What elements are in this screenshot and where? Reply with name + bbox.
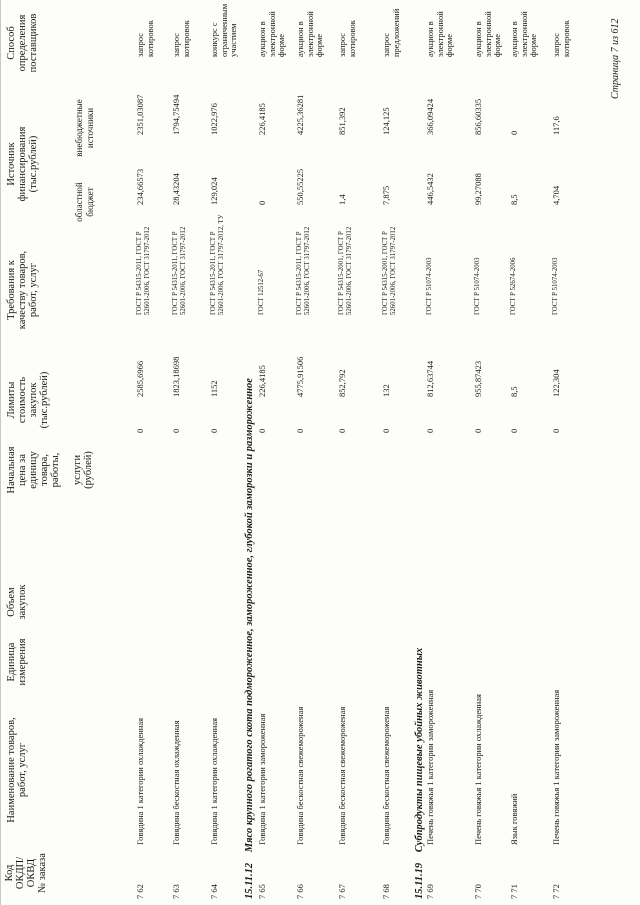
row-limit: 122,304 (551, 369, 561, 397)
row-regional: 550,55225 (295, 168, 305, 205)
row-num: 7 70 (473, 884, 483, 899)
header-requirements: Требования к качеству товаров, работ, услуг (6, 250, 39, 330)
row-limit: 8,5 (509, 386, 519, 397)
row-req: ГОСТ Р 54315-2011, ГОСТ Р 52601-2006, ГОСТ 31797-2012 (136, 226, 151, 315)
row-regional: 28,43204 (171, 173, 181, 205)
row-regional: 446,5432 (425, 173, 435, 205)
row-extra: 226,4185 (257, 103, 267, 135)
row-price: 0 (257, 428, 267, 433)
row-limit: 1152 (209, 380, 219, 397)
row-method: запрос котировок (171, 20, 191, 57)
row-extra: 856,60335 (473, 98, 483, 135)
row-regional: 4,704 (551, 185, 561, 205)
row-method: аукцион в электронной форме (425, 11, 454, 57)
row-method: запрос котировок (337, 20, 357, 57)
row-limit: 2585,6966 (135, 360, 145, 397)
row-limit: 955,87423 (473, 360, 483, 397)
row-name: Говядина бескостная свежемороженая (295, 706, 305, 845)
row-num: 7 64 (209, 884, 219, 899)
row-req: ГОСТ Р 52674-2006 (510, 257, 517, 315)
row-name: Язык говяжий (509, 793, 519, 845)
header-extra: внебюджетные источники (74, 99, 95, 157)
page-number: Страница 7 из 612 (610, 18, 621, 99)
row-req: ГОСТ Р 54315-2001, ГОСТ Р 52601-2006, ГОСТ 31797-2012 (382, 226, 397, 315)
row-name: Говядина 1 категории охлажденная (209, 717, 219, 845)
header-volume: Объем закупок (6, 584, 28, 620)
row-price: 0 (295, 428, 305, 433)
row-num: 7 66 (295, 884, 305, 899)
row-limit: 852,792 (337, 369, 347, 397)
row-regional: 129,024 (209, 177, 219, 205)
row-method: аукцион в электронной форме (509, 11, 538, 57)
row-extra: 851,392 (337, 107, 347, 135)
row-name: Печень говяжья 1 категории охлажденная (473, 694, 483, 845)
section-code: 15.11.12 (244, 862, 255, 899)
header-name: Наименование товаров, работ, услуг (6, 717, 28, 823)
row-method: запрос котировок (551, 20, 571, 57)
row-limit: 4775,91506 (295, 356, 305, 397)
row-num: 7 69 (425, 884, 435, 899)
row-method: аукцион в электронной форме (295, 11, 324, 57)
row-price: 0 (473, 428, 483, 433)
row-req: ГОСТ Р 54315-2011, ГОСТ Р 52601-2006, ГОСТ 31797-2012, ТУ (210, 214, 225, 315)
row-name: Печень говяжья 1 категории замороженная (425, 689, 435, 845)
row-method: запрос предложений (381, 8, 401, 57)
row-price: 0 (551, 428, 561, 433)
header-unit: Единица измерения (6, 638, 28, 686)
row-limit: 226,4185 (257, 365, 267, 397)
row-regional: 99,27088 (473, 173, 483, 205)
row-regional: 234,66573 (135, 168, 145, 205)
header-limit: Лимиты стоимость закупок (тыс.рублей) (6, 371, 50, 429)
row-extra: 1794,75494 (171, 94, 181, 135)
section-title: Субпродукты пищевые убойных животных (414, 647, 425, 853)
row-req: ГОСТ Р 51074-2003 (426, 257, 433, 315)
row-regional: 8,5 (509, 194, 519, 205)
row-regional: 7,875 (381, 185, 391, 205)
section-title: Мясо крупного рогатого скота подмороженное, замороженное, глубокой заморозки и размороженное (244, 378, 255, 853)
row-req: ГОСТ Р 51074-2003 (474, 257, 481, 315)
row-num: 7 63 (171, 884, 181, 899)
row-extra: 366,09424 (425, 98, 435, 135)
row-extra: 0 (509, 130, 519, 135)
row-name: Говядина бескостная свежемороженая (381, 706, 391, 845)
row-req: ГОСТ Р 54315-2011, ГОСТ Р 52601-2006, ГОСТ 31797-2012 (172, 226, 187, 315)
row-extra: 2351,03087 (135, 94, 145, 135)
row-extra: 4225,36281 (295, 94, 305, 135)
row-name: Печень говяжья 1 категории замороженная (551, 689, 561, 845)
row-limit: 812,63744 (425, 360, 435, 397)
row-price: 0 (425, 428, 435, 433)
row-num: 7 65 (257, 884, 267, 899)
header-rule (0, 0, 1, 905)
row-method: аукцион в электронной форме (257, 11, 286, 57)
header-funding: Источник финансирования (тыс.рублей) (6, 126, 39, 202)
row-price: 0 (209, 428, 219, 433)
row-name: Говядина бескостная свежемороженая (337, 706, 347, 845)
section-1512 (244, 378, 255, 899)
row-limit: 1823,18698 (171, 356, 181, 397)
header-price: Начальная цена за единицу товара, работы, услуги (рублей) (6, 446, 94, 494)
row-name: Говядина бескостная охлажденная (171, 720, 181, 845)
row-price: 0 (509, 428, 519, 433)
header-regional: областной бюджет (74, 182, 95, 222)
row-price: 0 (337, 428, 347, 433)
row-name: Говядина 1 категории охлажденная (135, 717, 145, 845)
row-req: ГОСТ Р 51074-2003 (552, 257, 559, 315)
section-code: 15.11.19 (414, 862, 425, 899)
row-num: 7 62 (135, 884, 145, 899)
row-method: запрос котировок (135, 20, 155, 57)
row-name: Говядина 1 категории замороженная (257, 713, 267, 845)
row-price: 0 (135, 428, 145, 433)
row-num: 7 72 (551, 884, 561, 899)
row-num: 7 67 (337, 884, 347, 899)
row-method: конкурс с ограниченным участием (209, 3, 238, 57)
row-req: ГОСТ 12512-67 (258, 269, 265, 315)
row-limit: 132 (381, 384, 391, 397)
row-num: 7 68 (381, 884, 391, 899)
row-regional: 0 (257, 200, 267, 205)
row-regional: 1,4 (337, 194, 347, 205)
row-req: ГОСТ Р 54315-2011, ГОСТ Р 52601-2006, ГОСТ 31797-2012 (296, 226, 311, 315)
row-price: 0 (171, 428, 181, 433)
section-1519 (414, 648, 425, 899)
row-price: 0 (381, 428, 391, 433)
row-extra: 124,125 (381, 107, 391, 135)
row-num: 7 71 (509, 884, 519, 899)
row-method: аукцион в электронной форме (473, 11, 502, 57)
row-extra: 117,6 (551, 116, 561, 135)
header-method: Способ определения поставщиков (6, 13, 39, 73)
header-code: Код ОКДП/ ОКВД № заказа (4, 853, 48, 893)
row-req: ГОСТ Р 54315-2001, ГОСТ Р 52601-2006, ГОСТ 31797-2012 (338, 226, 353, 315)
row-extra: 1022,976 (209, 103, 219, 135)
